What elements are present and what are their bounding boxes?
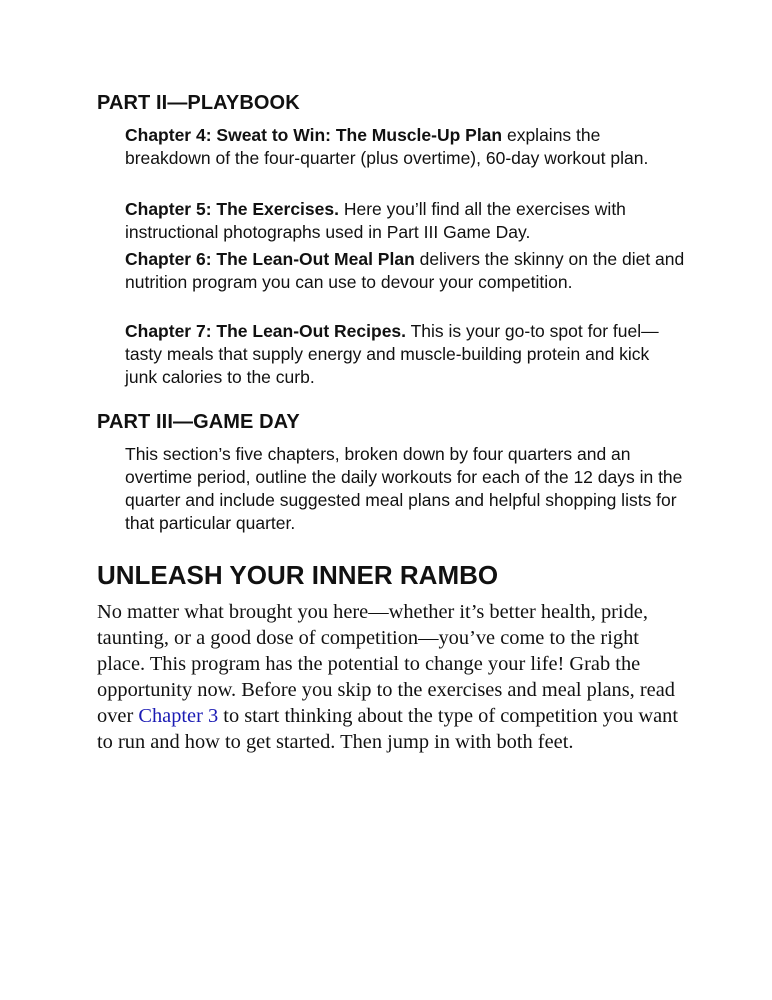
- chapter-4-entry: [125, 124, 685, 170]
- chapter-7-title: Chapter 7: The Lean-Out Recipes.: [125, 321, 407, 341]
- chapter-7-entry: [125, 320, 685, 389]
- chapter-5-description: Here you’ll find all the exercises with instructional photographs used in Part III Game Day.: [125, 199, 626, 242]
- part-2-heading: PART II—PLAYBOOK: [97, 92, 300, 114]
- chapter-4-description: explains the breakdown of the four-quarter (plus overtime), 60-day workout plan.: [125, 125, 649, 168]
- body-text-start: No matter what brought you here—whether it’s better health, pride, taunting, or a good dose of competition—you’ve come to the right place. This program has the potential to change your life! Grab the opportunity now. Before you skip to the exercises and meal plans, read over: [97, 601, 675, 727]
- chapter-5-entry: [125, 198, 685, 244]
- chapter-6-description: delivers the skinny on the diet and nutrition program you can use to devour your competition.: [125, 249, 685, 292]
- chapter-5-title: Chapter 5: The Exercises.: [125, 199, 339, 219]
- chapter-6-entry: [125, 248, 685, 294]
- body-text-end: to start thinking about the type of competition you want to run and how to get started. Then jump in with both feet.: [97, 705, 679, 753]
- chapter-4-title: Chapter 4: Sweat to Win: The Muscle-Up Plan: [125, 125, 503, 145]
- chapter-6-title: Chapter 6: The Lean-Out Meal Plan: [125, 249, 415, 269]
- body-paragraph: [97, 599, 689, 755]
- chapter-7-description: This is your go-to spot for fuel—tasty meals that supply energy and muscle-building protein and kick junk calories to the curb.: [125, 321, 659, 387]
- part-3-heading: PART III—GAME DAY: [97, 411, 300, 433]
- section-heading: UNLEASH YOUR INNER RAMBO: [97, 560, 499, 590]
- part-3-description: This section’s five chapters, broken down by four quarters and an overtime period, outline the daily workouts for each of the 12 days in the quarter and include suggested meal plans and helpful shopping lists for that particular quarter.: [125, 444, 683, 533]
- chapter-3-link[interactable]: Chapter 3: [138, 705, 219, 727]
